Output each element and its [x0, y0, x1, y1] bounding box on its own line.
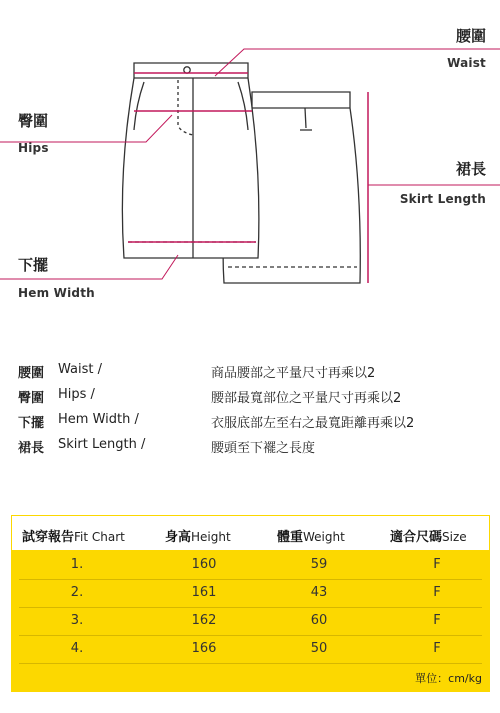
definition-description: 衣服底部左至右之最寬距離再乘以2: [211, 416, 415, 431]
header-height: [165, 526, 231, 545]
waist-label-cn: 腰圍: [455, 27, 486, 45]
row-size: F: [433, 641, 441, 656]
hips-label-en: Hips: [18, 141, 49, 155]
definition-description: 商品腰部之平量尺寸再乘以2: [211, 366, 376, 381]
definition-row: [18, 437, 488, 462]
row-height: 161: [191, 585, 217, 600]
definition-term-cn: 臀圍: [18, 391, 45, 406]
row-height: 162: [191, 613, 217, 628]
skirt-illustration: [0, 0, 500, 310]
length-label-en: Skirt Length: [399, 192, 486, 206]
header-size-cn: 適合尺碼: [390, 530, 443, 545]
header-height-cn: 身高: [165, 530, 192, 545]
definition-term-cn: 裙長: [18, 441, 45, 456]
row-index: 3.: [70, 613, 84, 628]
definition-term-en: Waist /: [58, 362, 102, 377]
header-size: [390, 526, 467, 545]
definition-term-cn: 腰圍: [18, 366, 45, 381]
definition-term-cn: 下擺: [18, 416, 45, 431]
header-weight: [277, 526, 345, 545]
length-label-cn: 裙長: [455, 160, 486, 178]
header-weight-en: Weight: [303, 530, 345, 544]
definition-description: 腰部最寬部位之平量尺寸再乘以2: [211, 391, 402, 406]
row-height: 166: [191, 641, 217, 656]
fit-chart-header: [11, 515, 490, 551]
row-weight: 43: [310, 585, 328, 600]
definition-term-en: Hips /: [58, 387, 95, 402]
unit-note: 單位：cm/kg: [415, 672, 482, 685]
hips-label-cn: 臀圍: [18, 112, 49, 130]
row-index: 4.: [70, 641, 84, 656]
row-size: F: [433, 557, 441, 572]
waist-label-en: Waist: [447, 56, 486, 70]
row-size: F: [433, 613, 441, 628]
definition-row: [18, 362, 488, 387]
header-weight-cn: 體重: [277, 530, 304, 545]
row-index: 2.: [70, 585, 84, 600]
row-weight: 50: [310, 641, 328, 656]
row-height: 160: [191, 557, 217, 572]
table-row: [19, 607, 482, 636]
hem-label-en: Hem Width: [18, 286, 95, 300]
fit-chart-table: [11, 515, 490, 692]
definition-description: 腰頭至下襬之長度: [211, 441, 316, 456]
hem-label-cn: 下擺: [18, 256, 49, 274]
table-row: [19, 551, 482, 580]
header-height-en: Height: [191, 530, 231, 544]
header-size-en: Size: [442, 530, 467, 544]
header-fit-chart-en: Fit Chart: [74, 530, 125, 544]
skirt-front: [122, 63, 259, 258]
definition-row: [18, 412, 488, 437]
table-row: [19, 635, 482, 664]
header-fit-chart-cn: 試穿報告: [22, 530, 75, 545]
table-row: [19, 579, 482, 608]
row-index: 1.: [70, 557, 84, 572]
definition-row: [18, 387, 488, 412]
row-size: F: [433, 585, 441, 600]
row-weight: 59: [310, 557, 328, 572]
row-weight: 60: [310, 613, 328, 628]
header-fit-chart: [22, 526, 125, 545]
definition-term-en: Hem Width /: [58, 412, 139, 427]
measurement-definitions: [18, 362, 488, 462]
definition-term-en: Skirt Length /: [58, 437, 146, 452]
size-diagram: [0, 0, 500, 310]
